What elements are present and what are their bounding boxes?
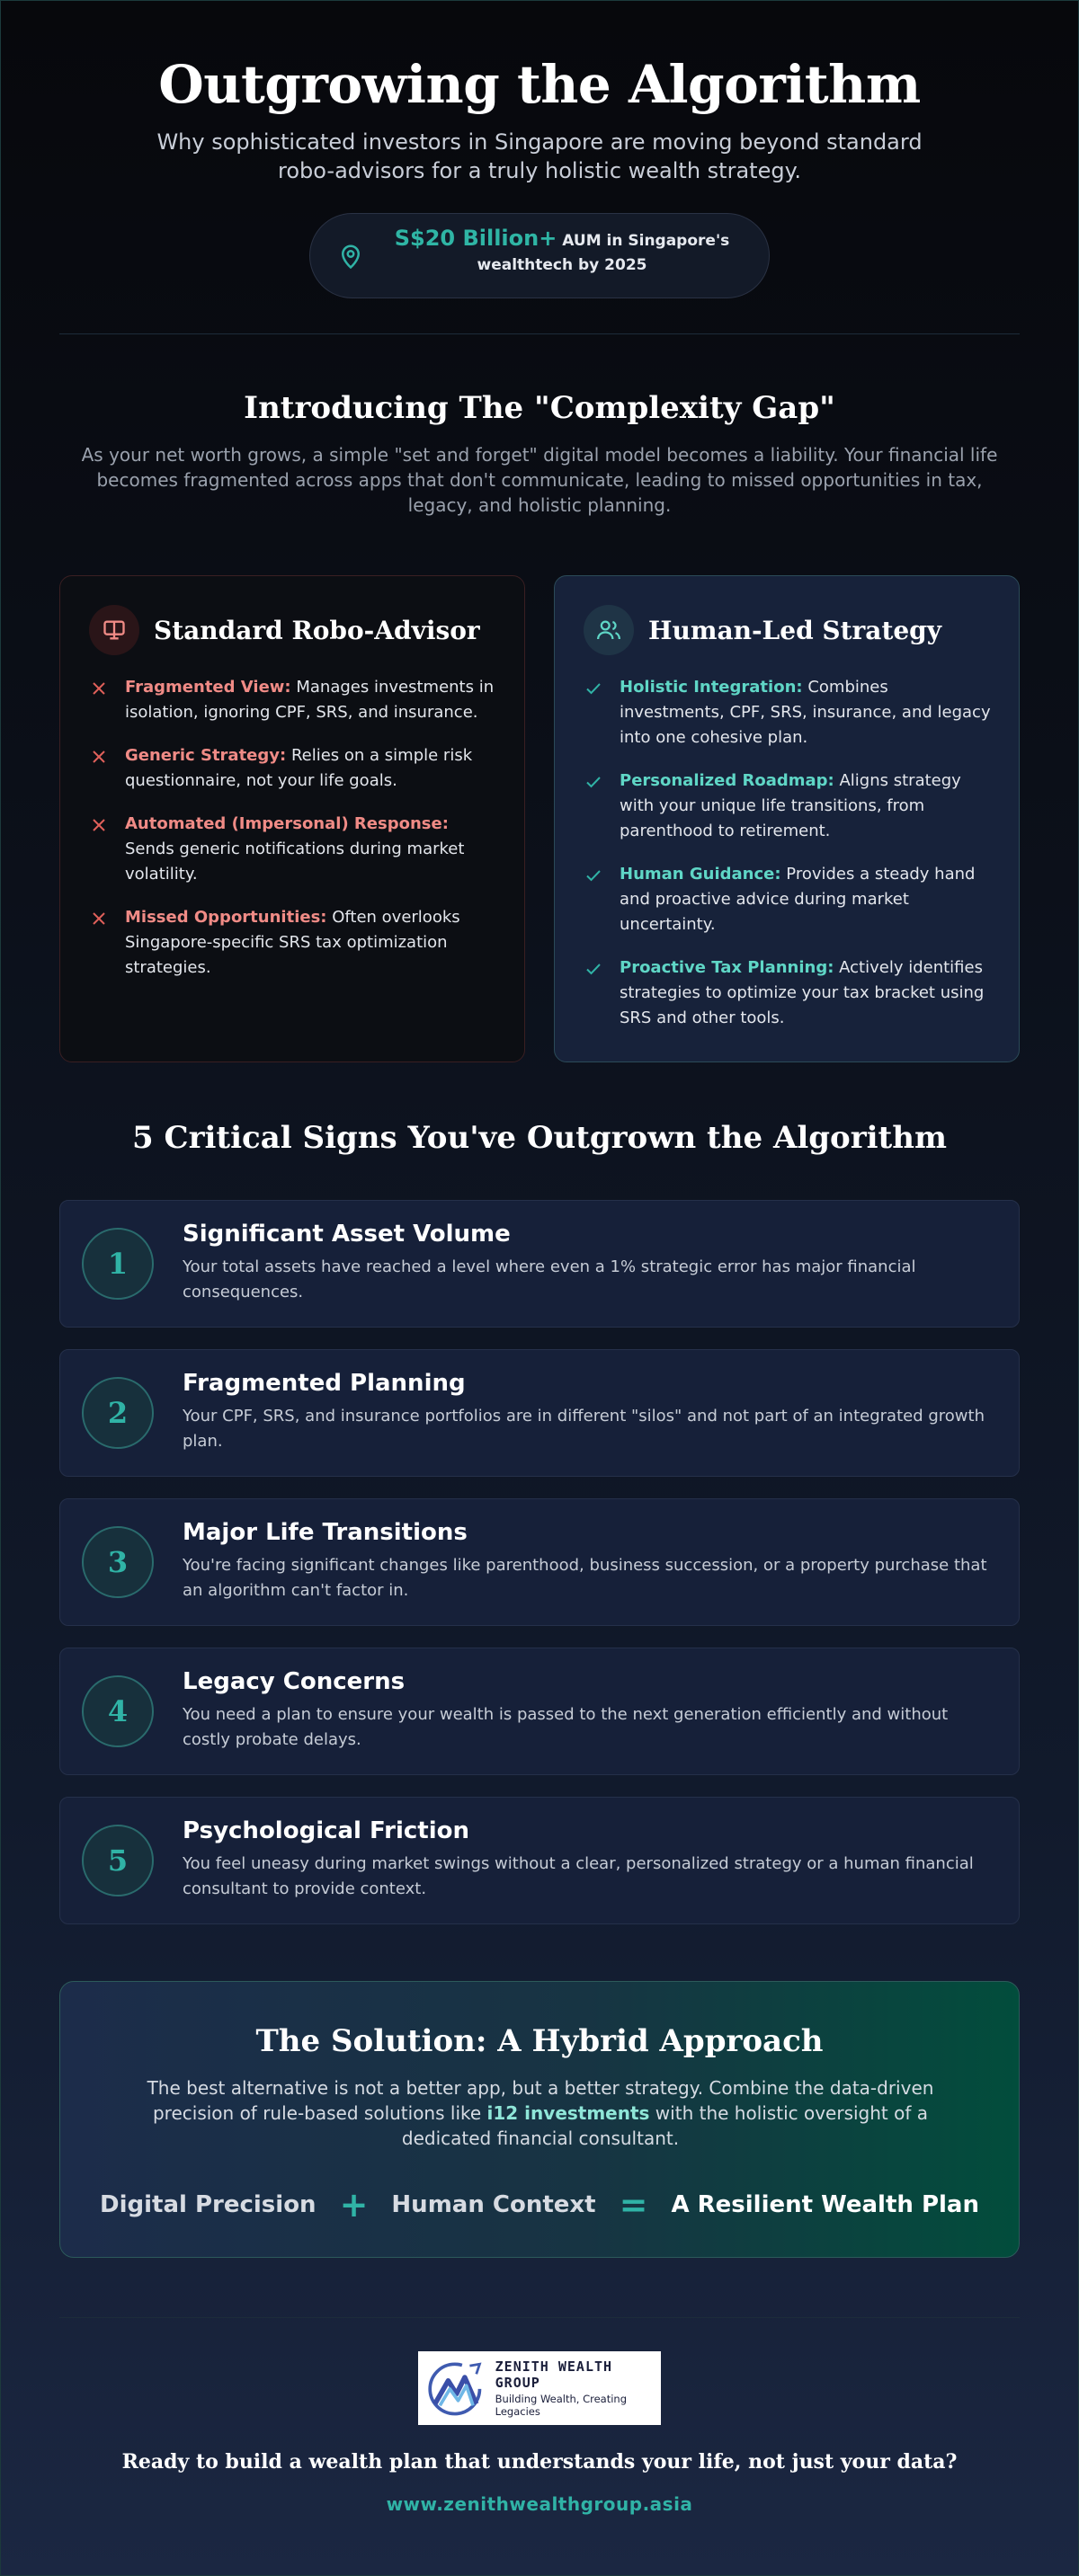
sign-description: Your CPF, SRS, and insurance portfolios are in different "silos" and not part of an integrated growth plan. — [183, 1407, 985, 1451]
check-icon — [585, 680, 602, 697]
sign-number: 2 — [82, 1377, 154, 1449]
logo-mark-icon — [422, 2355, 488, 2421]
cross-icon — [91, 749, 107, 765]
page-subtitle: Why sophisticated investors in Singapore are moving beyond standard robo-advisors for a truly holistic wealth strategy. — [156, 129, 923, 183]
robo-card-header — [89, 605, 480, 655]
item-text: Sends generic notifications during market volatility. — [125, 839, 465, 884]
sign-title: Major Life Transitions — [183, 1519, 468, 1546]
formula-result: A Resilient Wealth Plan — [671, 2191, 979, 2218]
sign-title: Legacy Concerns — [183, 1668, 406, 1695]
solution-desc-text: The best alternative is not a better app, but a better strategy. Combine the data-driven precision of rule-based solutions like — [147, 2077, 934, 2124]
sign-number: 3 — [82, 1526, 154, 1598]
complexity-gap-description: As your net worth grows, a simple "set and forget" digital model becomes a liability. Your financial life becomes fragmented across apps that don't communicate, leading to missed opportunities in tax, legacy, and holistic planning. — [81, 444, 998, 516]
sign-card — [59, 1200, 1020, 1328]
location-pin-icon — [337, 243, 364, 270]
stat-label: AUM in Singapore's wealthtech by 2025 — [477, 232, 730, 274]
equals-icon: = — [619, 2185, 648, 2225]
item-text: Often overlooks Singapore-specific SRS tax optimization strategies. — [125, 908, 460, 977]
page-title: Outgrowing the Algorithm — [158, 54, 921, 115]
complexity-gap-title: Introducing The "Complexity Gap" — [244, 390, 835, 426]
cross-icon — [91, 680, 107, 697]
item-text: Provides a steady hand and proactive advice during market uncertainty. — [620, 865, 976, 934]
item-text: Combines investments, CPF, SRS, insurance, and legacy into one cohesive plan. — [620, 678, 991, 747]
sign-number: 4 — [82, 1675, 154, 1747]
human-strategy-card — [554, 575, 1020, 1062]
list-item — [584, 955, 997, 1031]
sign-card — [59, 1349, 1020, 1477]
divider — [59, 2317, 1020, 2318]
robo-advisor-card — [59, 575, 525, 1062]
human-card-header — [584, 605, 941, 655]
human-card-title: Human-Led Strategy — [648, 615, 942, 645]
sign-card — [59, 1797, 1020, 1924]
check-icon — [585, 774, 602, 790]
stat-text — [382, 227, 742, 278]
sign-number: 5 — [82, 1825, 154, 1896]
robo-card-title: Standard Robo-Advisor — [154, 615, 480, 645]
cross-icon — [91, 910, 107, 927]
sign-description: Your total assets have reached a level where even a 1% strategic error has major financial consequences. — [183, 1257, 916, 1301]
list-item — [89, 905, 503, 981]
stat-pill — [309, 213, 770, 298]
item-label: Generic Strategy: — [125, 746, 287, 765]
item-label: Personalized Roadmap: — [620, 771, 834, 790]
solution-highlight: i12 investments — [486, 2102, 650, 2124]
monitor-icon — [89, 605, 139, 655]
solution-title: The Solution: A Hybrid Approach — [255, 2023, 824, 2059]
list-item — [89, 812, 503, 887]
item-label: Fragmented View: — [125, 678, 291, 697]
item-text: Relies on a simple risk questionnaire, not your life goals. — [125, 746, 473, 790]
sign-number: 1 — [82, 1228, 154, 1300]
item-text: Manages investments in isolation, ignoring CPF, SRS, and insurance. — [125, 678, 495, 722]
list-item — [89, 743, 503, 794]
sign-title: Significant Asset Volume — [183, 1221, 511, 1248]
check-icon — [585, 867, 602, 884]
list-item — [584, 862, 997, 937]
sign-title: Psychological Friction — [183, 1817, 469, 1844]
solution-description — [132, 2075, 949, 2151]
item-text: Aligns strategy with your unique life transitions, from parenthood to retirement. — [620, 771, 961, 840]
item-label: Automated (Impersonal) Response: — [125, 814, 449, 833]
sign-description: You need a plan to ensure your wealth is passed to the next generation efficiently and without costly probate delays. — [183, 1705, 949, 1749]
item-text: Actively identifies strategies to optimize your tax bracket using SRS and other tools. — [620, 958, 985, 1027]
solution-formula — [60, 2185, 1019, 2225]
logo-tagline: Building Wealth, Creating Legacies — [495, 2393, 628, 2418]
sign-description: You feel uneasy during market swings without a clear, personalized strategy or a human financial consultant to provide context. — [183, 1854, 974, 1898]
solution-panel — [59, 1981, 1020, 2258]
logo-text — [495, 2358, 661, 2418]
website-link[interactable]: www.zenithwealthgroup.asia — [386, 2493, 693, 2515]
list-item — [584, 675, 997, 751]
signs-title: 5 Critical Signs You've Outgrown the Algorithm — [132, 1120, 947, 1156]
sign-card — [59, 1498, 1020, 1626]
cross-icon — [91, 817, 107, 833]
divider — [59, 333, 1020, 334]
check-icon — [585, 961, 602, 977]
item-label: Human Guidance: — [620, 865, 781, 884]
solution-desc-text: with the holistic oversight of a dedicated financial consultant. — [401, 2102, 929, 2149]
sign-card — [59, 1648, 1020, 1775]
sign-description: You're facing significant changes like parenthood, business succession, or a property purchase that an algorithm can't factor in. — [183, 1556, 987, 1600]
robo-feature-list — [89, 675, 503, 999]
item-label: Missed Opportunities: — [125, 908, 327, 927]
formula-term-human: Human Context — [391, 2191, 596, 2218]
item-label: Proactive Tax Planning: — [620, 958, 834, 977]
stat-value: S$20 Billion+ — [394, 226, 557, 251]
logo-name: ZENITH WEALTH GROUP — [495, 2358, 613, 2391]
list-item — [584, 768, 997, 844]
sign-title: Fragmented Planning — [183, 1370, 466, 1397]
company-logo — [418, 2351, 661, 2425]
human-feature-list — [584, 675, 997, 1049]
item-label: Holistic Integration: — [620, 678, 803, 697]
cta-text: Ready to build a wealth plan that understands your life, not just your data? — [121, 2450, 958, 2474]
users-icon — [584, 605, 634, 655]
plus-icon: + — [339, 2185, 369, 2225]
formula-term-digital: Digital Precision — [100, 2191, 317, 2218]
list-item — [89, 675, 503, 725]
